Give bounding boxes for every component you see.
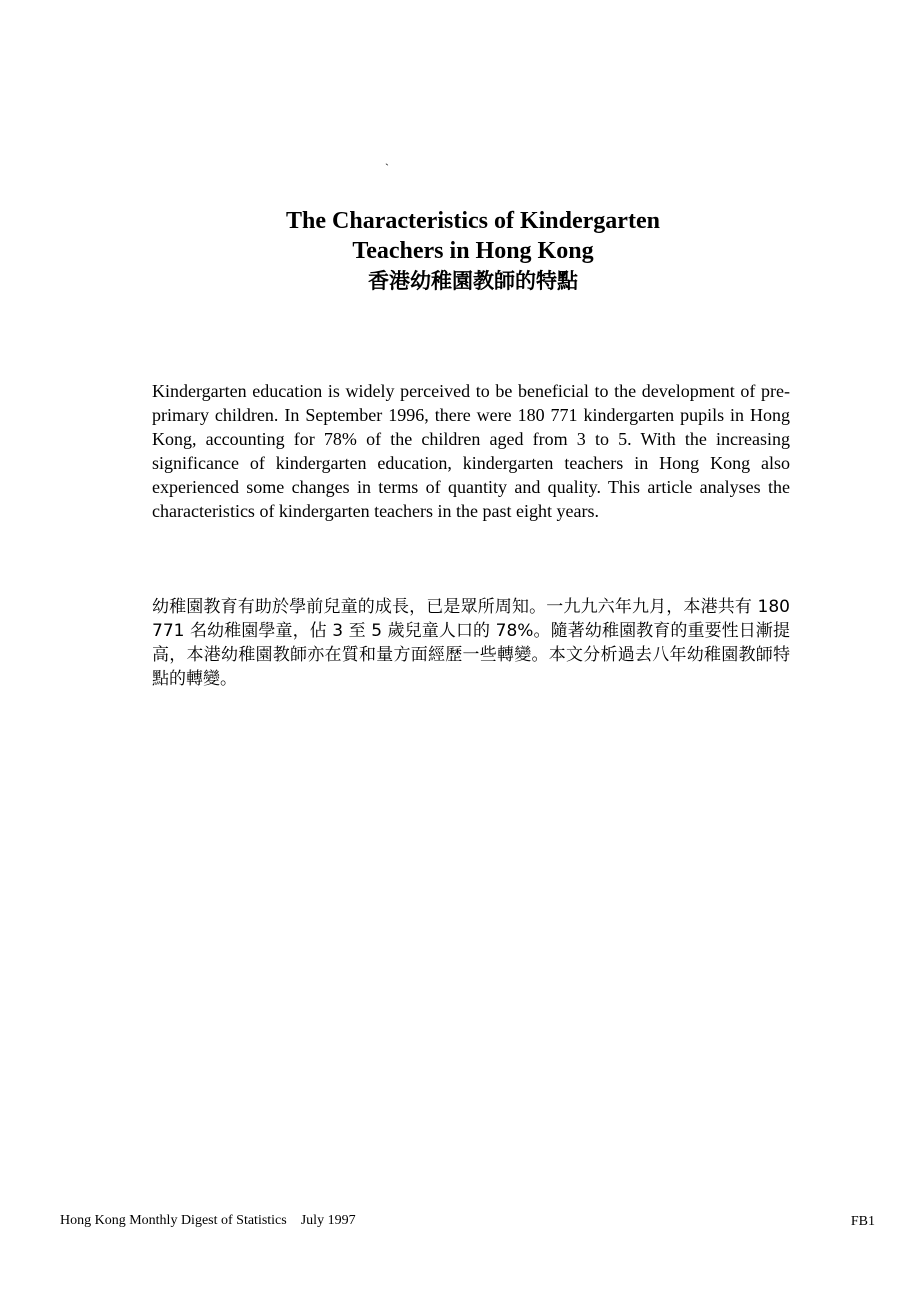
title-line-1: The Characteristics of Kindergarten <box>286 208 660 234</box>
abstract-chinese: 幼稚園教育有助於學前兒童的成長，已是眾所周知。一九九六年九月，本港共有 180 771 名幼稚園學童，佔 3 至 5 歲兒童人口的 78%。隨著幼稚園教育的重要性日漸提高，本港幼稚園教師亦在質和量方面經歷一些轉變。本文分析過去八年幼稚園教師特點的轉變。 <box>152 597 790 689</box>
title-chinese: 香港幼稚園教師的特點 <box>368 269 578 293</box>
footer-publication-name: Hong Kong Monthly Digest of Statistics <box>60 1213 287 1228</box>
footer-page-number: FB1 <box>850 1214 875 1229</box>
article-title <box>230 206 716 296</box>
stray-mark: ` <box>385 161 389 175</box>
abstract-english: Kindergarten education is widely perceived to be beneficial to the development of pre-primary children. In September 1996, there were 180 771 kindergarten pupils in Hong Kong, accounting for 78% of the children aged from 3 to 5. With the increasing significance of kindergarten education, kindergarten teachers in Hong Kong also experienced some changes in terms of quantity and quality. This article analyses the characteristics of kindergarten teachers in the past eight years. <box>152 381 790 521</box>
title-line-2: Teachers in Hong Kong <box>352 238 594 264</box>
footer-date: July 1997 <box>300 1213 356 1228</box>
footer-publication <box>60 1212 356 1230</box>
